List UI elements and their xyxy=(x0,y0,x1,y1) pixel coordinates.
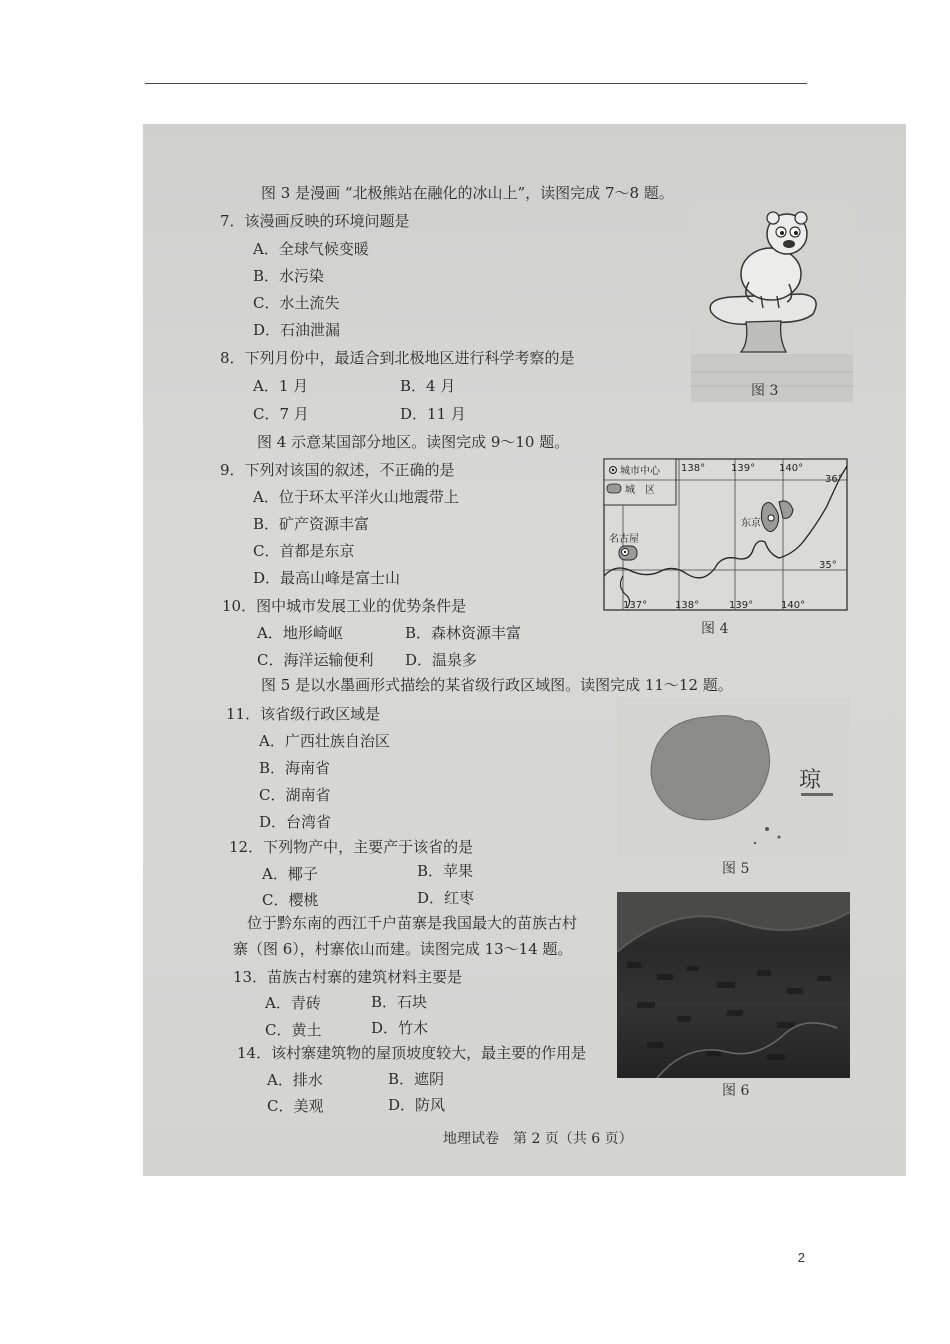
lon-label-bottom-140: 140° xyxy=(781,600,806,611)
q14-option-a: A．排水 xyxy=(267,1071,323,1089)
fig4-caption: 图 4 xyxy=(701,621,729,637)
intro-fig4: 图 4 示意某国部分地区。读图完成 9～10 题。 xyxy=(257,433,570,451)
intro-fig5: 图 5 是以水墨画形式描绘的某省级行政区域图。读图完成 11～12 题。 xyxy=(261,676,733,694)
q13-option-a: A．青砖 xyxy=(265,994,321,1012)
q7-stem: 7．该漫画反映的环境问题是 xyxy=(220,212,410,230)
q9-option-a: A．位于环太平洋火山地震带上 xyxy=(253,488,459,506)
lon-label-bottom-137: 137° xyxy=(623,600,648,611)
q12-option-a: A．椰子 xyxy=(262,865,318,883)
q10-option-c: C．海洋运输便利 xyxy=(257,651,374,669)
q8-option-a: A．1 月 xyxy=(253,377,309,395)
q11-stem: 11．该省级行政区域是 xyxy=(226,705,381,723)
figure-3-polar-bear-cartoon xyxy=(691,204,853,402)
figure-4-map xyxy=(603,458,849,638)
q12-stem: 12．下列物产中，主要产于该省的是 xyxy=(229,838,474,856)
q9-option-c: C．首都是东京 xyxy=(253,542,355,560)
fig5-caption: 图 5 xyxy=(722,861,750,877)
exam-footer: 地理试卷 第 2 页（共 6 页） xyxy=(443,1131,633,1147)
q10-option-a: A．地形崎岖 xyxy=(257,624,343,642)
figure-6-village-photo xyxy=(617,892,850,1078)
header-rule xyxy=(145,83,807,84)
q9-stem: 9．下列对该国的叙述，不正确的是 xyxy=(220,461,455,479)
q12-option-c: C．樱桃 xyxy=(262,891,319,909)
lat-label-36: 36° xyxy=(825,474,843,485)
lon-label-top-140: 140° xyxy=(779,463,804,474)
q11-option-a: A．广西壮族自治区 xyxy=(259,732,390,750)
q13-option-d: D．竹木 xyxy=(371,1019,429,1037)
q9-option-b: B．矿产资源丰富 xyxy=(253,515,370,533)
q14-stem: 14．该村寨建筑物的屋顶坡度较大，最主要的作用是 xyxy=(237,1044,587,1062)
q14-option-d: D．防风 xyxy=(388,1096,446,1114)
legend-urban-area: 城 区 xyxy=(625,485,655,496)
intro-fig6-line1: 位于黔东南的西江千户苗寨是我国最大的苗族古村 xyxy=(247,914,578,932)
q8-stem: 8．下列月份中，最适合到北极地区进行科学考察的是 xyxy=(220,349,575,367)
lon-label-top-139: 139° xyxy=(731,463,756,474)
lon-label-top-138: 138° xyxy=(681,463,706,474)
q11-option-b: B．海南省 xyxy=(259,759,331,777)
q14-option-b: B．遮阴 xyxy=(388,1070,445,1088)
q7-option-a: A．全球气候变暖 xyxy=(253,240,369,258)
q10-option-d: D．温泉多 xyxy=(405,651,478,669)
q8-option-d: D．11 月 xyxy=(400,405,466,423)
q8-option-c: C．7 月 xyxy=(253,405,309,423)
city-nagoya: 名古屋 xyxy=(609,534,639,545)
fig3-caption: 图 3 xyxy=(751,383,779,399)
city-tokyo: 东京 xyxy=(741,518,761,529)
lat-label-35: 35° xyxy=(819,560,837,571)
page-number: 2 xyxy=(797,1250,805,1265)
q7-option-d: D．石油泄漏 xyxy=(253,321,341,339)
q13-option-b: B．石块 xyxy=(371,993,428,1011)
figure-5-ink-map xyxy=(617,697,850,857)
qiong-character: 琼 xyxy=(799,768,822,793)
scanned-exam-page xyxy=(143,124,906,1176)
lon-label-bottom-139: 139° xyxy=(729,600,754,611)
q12-option-b: B．苹果 xyxy=(417,862,474,880)
q13-option-c: C．黄土 xyxy=(265,1021,322,1039)
legend-city-center: 城市中心 xyxy=(620,466,660,477)
polar-bear-illustration xyxy=(691,204,853,402)
q11-option-c: C．湖南省 xyxy=(259,786,331,804)
q11-option-d: D．台湾省 xyxy=(259,813,332,831)
q13-stem: 13．苗族古村寨的建筑材料主要是 xyxy=(233,968,463,986)
q8-option-b: B．4 月 xyxy=(400,377,456,395)
intro-fig6-line2: 寨（图 6），村寨依山而建。读图完成 13～14 题。 xyxy=(233,940,573,958)
fig6-caption: 图 6 xyxy=(722,1083,750,1099)
lon-label-bottom-138: 138° xyxy=(675,600,700,611)
q7-option-c: C．水土流失 xyxy=(253,294,340,312)
intro-fig3: 图 3 是漫画 “北极熊站在融化的冰山上”，读图完成 7～8 题。 xyxy=(261,184,674,202)
q12-option-d: D．红枣 xyxy=(417,889,475,907)
ink-seal-line xyxy=(801,793,833,796)
q10-stem: 10．图中城市发展工业的优势条件是 xyxy=(222,597,467,615)
q7-option-b: B．水污染 xyxy=(253,267,325,285)
q10-option-b: B．森林资源丰富 xyxy=(405,624,522,642)
q14-option-c: C．美观 xyxy=(267,1097,324,1115)
map-svg xyxy=(603,458,849,613)
q9-option-d: D．最高山峰是富士山 xyxy=(253,569,401,587)
village-texture xyxy=(617,892,850,1078)
